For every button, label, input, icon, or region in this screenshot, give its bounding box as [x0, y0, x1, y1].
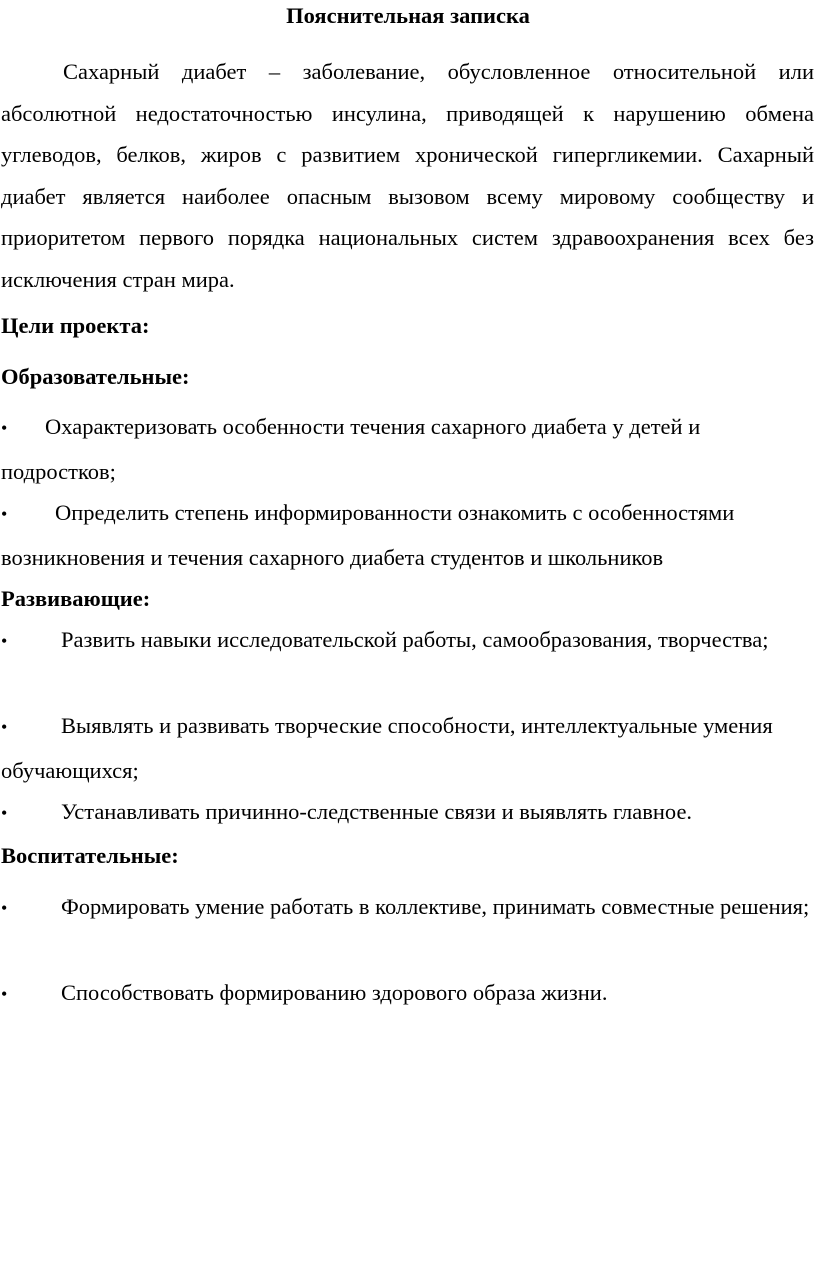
bullet-icon: •: [1, 631, 8, 651]
list-item: [1, 405, 814, 494]
list-item: [1, 618, 814, 663]
document-title: Пояснительная записка: [286, 3, 530, 28]
list-item-text: Способствовать формированию здорового образа жизни.: [61, 980, 608, 1005]
bullet-icon: •: [1, 418, 8, 438]
developmental-heading: Развивающие:: [1, 586, 151, 611]
bullet-icon: •: [1, 984, 8, 1004]
intro-paragraph: Сахарный диабет – заболевание, обусловленное относительной или абсолютной недостаточностью инсулина, приводящей к нарушению обмена углеводов, белков, жиров с развитием хронической гипергликемии. Сахарный диабет является наиболее опасным вызовом всему мировому сообществу и приоритетом первого порядка национальных систем здравоохранения всех без исключения стран мира.: [1, 59, 814, 292]
list-item-text: Формировать умение работать в коллективе, принимать совместные решения;: [61, 894, 810, 919]
bullet-icon: •: [1, 803, 8, 823]
list-item: [1, 790, 814, 835]
list-item-text: Определить степень информированности ознакомить с особенностями возникновения и течения сахарного диабета студентов и школьников: [1, 500, 735, 570]
upbringing-heading: Воспитательные:: [1, 843, 179, 868]
bullet-icon: •: [1, 717, 8, 737]
list-item-text: Выявлять и развивать творческие способности, интеллектуальные умения обучающихся;: [1, 713, 773, 783]
educational-heading: Образовательные:: [1, 364, 190, 389]
list-item-text: Устанавливать причинно-следственные связи и выявлять главное.: [61, 799, 693, 824]
list-item: [1, 885, 814, 930]
list-item: [1, 704, 814, 793]
bullet-icon: •: [1, 898, 8, 918]
goals-heading: Цели проекта:: [1, 313, 150, 338]
list-item-text: Охарактеризовать особенности течения сахарного диабета у детей и подростков;: [1, 414, 701, 484]
list-item: [1, 971, 814, 1016]
list-item-text: Развить навыки исследовательской работы, самообразования, творчества;: [61, 627, 769, 652]
list-item: [1, 491, 814, 580]
bullet-icon: •: [1, 504, 8, 524]
